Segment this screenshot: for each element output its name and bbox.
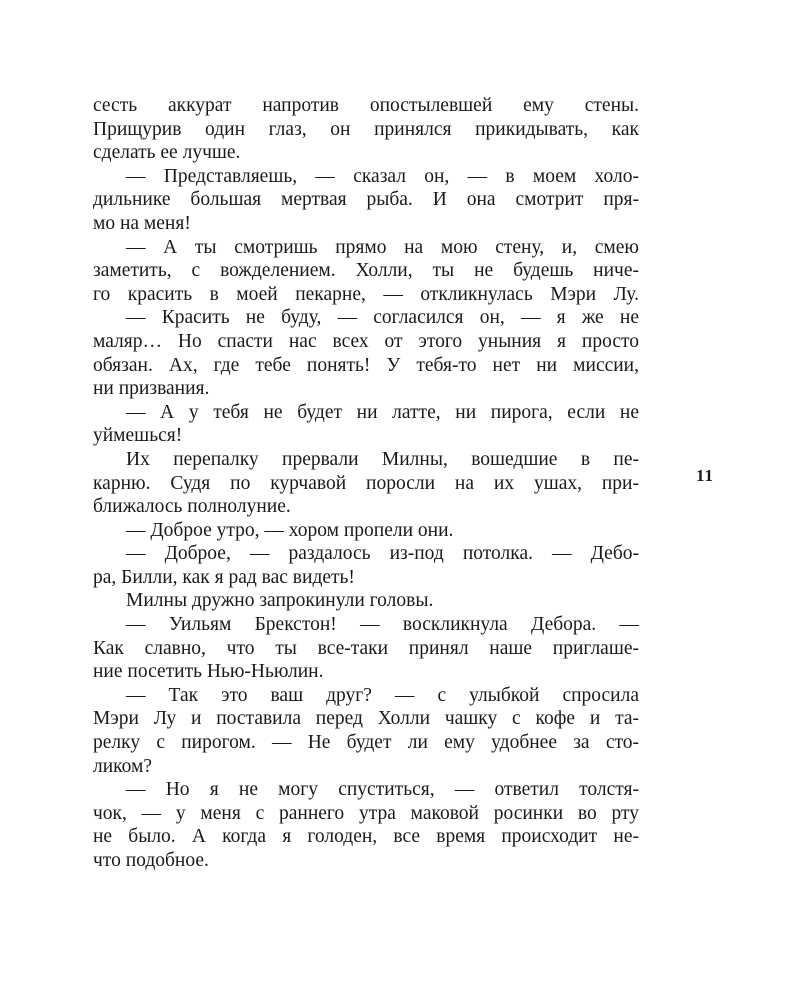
text-line: дильнике большая мертвая рыба. И она смотрит пря- <box>93 189 639 211</box>
text-line: — Доброе утро, — хором пропели они. <box>126 519 454 541</box>
text-line: заметить, с вожделением. Холли, ты не будешь ниче- <box>93 260 639 282</box>
text-line: уймешься! <box>93 425 183 447</box>
text-line: — Так это ваш друг? — с улыбкой спросила <box>126 684 639 706</box>
text-line: Их перепалку прервали Милны, вошедшие в пе- <box>126 448 639 470</box>
body-text <box>93 94 639 873</box>
text-line: — Доброе, — раздалось из-под потолка. — Дебо- <box>126 543 639 565</box>
text-line: Прищурив один глаз, он принялся прикидывать, как <box>93 118 639 140</box>
text-line: ликом? <box>93 755 153 777</box>
text-line: обязан. Ах, где тебе понять! У тебя-то нет ни миссии, <box>93 354 639 376</box>
text-line: сделать ее лучше. <box>93 142 241 164</box>
text-line: — А ты смотришь прямо на мою стену, и, смею <box>126 236 639 258</box>
text-line: Милны дружно запрокинули головы. <box>126 590 434 612</box>
text-line: — А у тебя не будет ни латте, ни пирога, если не <box>126 401 639 423</box>
text-line: что подобное. <box>93 850 209 871</box>
page-number: 11 <box>696 466 715 485</box>
text-line: ближалось полнолуние. <box>93 496 291 518</box>
text-line: релку с пирогом. — Не будет ли ему удобнее за сто- <box>93 732 639 754</box>
text-line: ра, Билли, как я рад вас видеть! <box>93 566 355 588</box>
text-line: карню. Судя по курчавой поросли на их ушах, при- <box>93 472 639 494</box>
text-line: сесть аккурат напротив опостылевшей ему стены. <box>93 95 639 116</box>
text-line: — Но я не могу спуститься, — ответил толстя- <box>126 779 639 801</box>
text-line: — Представляешь, — сказал он, — в моем холо- <box>126 165 639 187</box>
text-line: Как славно, что ты все-таки принял наше приглаше- <box>93 637 639 659</box>
text-line: маляр… Но спасти нас всех от этого уныния я просто <box>93 330 639 352</box>
text-line: — Красить не буду, — согласился он, — я же не <box>126 307 639 329</box>
text-line: го красить в моей пекарне, — откликнулась Мэри Лу. <box>93 283 639 305</box>
text-line: чок, — у меня с раннего утра маковой росинки во рту <box>93 802 639 824</box>
text-line: — Уильям Брекстон! — воскликнула Дебора. — <box>126 614 639 636</box>
text-line: не было. А когда я голоден, все время происходит не- <box>93 826 639 848</box>
text-line: Мэри Лу и поставила перед Холли чашку с кофе и та- <box>93 708 639 730</box>
text-line: мо на меня! <box>93 212 191 234</box>
text-line: ни призвания. <box>93 378 210 400</box>
text-line: ние посетить Нью-Ньюлин. <box>93 661 324 683</box>
